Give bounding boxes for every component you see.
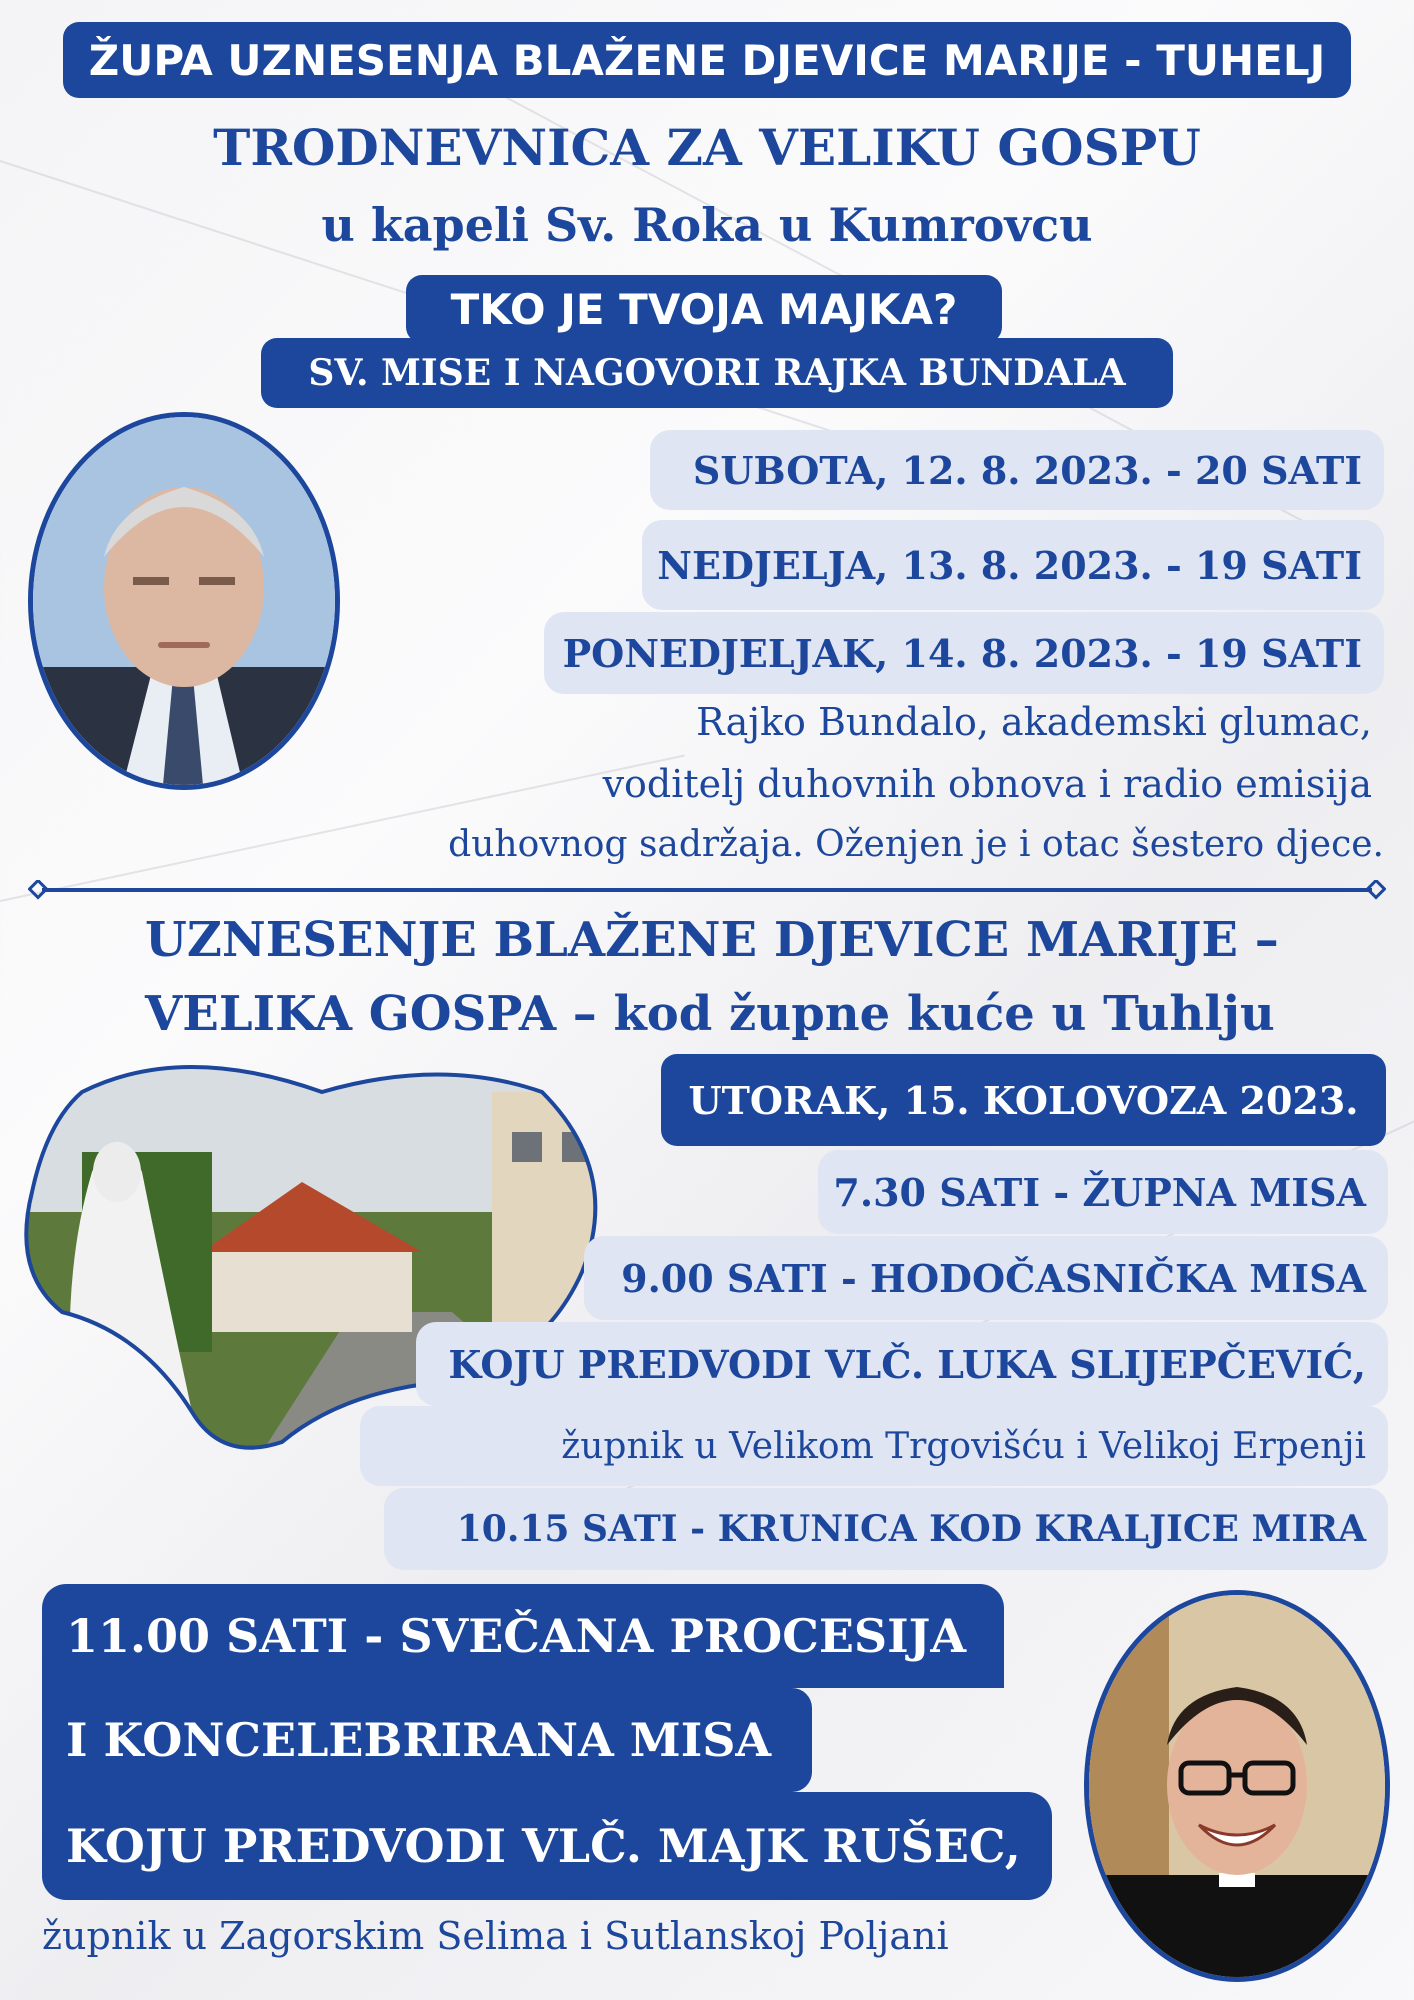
date-item: NEDJELJA, 13. 8. 2023. - 19 SATI (642, 520, 1384, 610)
schedule-item: 9.00 SATI - HODOČASNIČKA MISA (584, 1236, 1388, 1320)
date-item: SUBOTA, 12. 8. 2023. - 20 SATI (650, 430, 1384, 510)
schedule-item: 7.30 SATI - ŽUPNA MISA (818, 1150, 1388, 1234)
subtitle-badge (261, 338, 1173, 408)
speaker-bio-line: voditelj duhovnih obnova i radio emisija (602, 762, 1372, 806)
feast-title-line: UZNESENJE BLAŽENE DJEVICE MARIJE – (145, 912, 1279, 968)
theme-text: TKO JE TVOJA MAJKA? (450, 284, 958, 334)
event-location: u kapeli Sv. Roka u Kumrovcu (321, 198, 1093, 252)
schedule-item: KOJU PREDVODI VLČ. LUKA SLIJEPČEVIĆ, (416, 1322, 1388, 1406)
feast-date-text: UTORAK, 15. KOLOVOZA 2023. (688, 1077, 1359, 1123)
event-title: TRODNEVNICA ZA VELIKU GOSPU (213, 118, 1201, 177)
schedule-item: 10.15 SATI - KRUNICA KOD KRALJICE MIRA (384, 1488, 1388, 1570)
main-event-line: 11.00 SATI - SVEČANA PROCESIJA (42, 1584, 1004, 1688)
date-item: PONEDJELJAK, 14. 8. 2023. - 19 SATI (544, 612, 1384, 694)
main-event-line: I KONCELEBRIRANA MISA (42, 1688, 812, 1792)
speaker-bio-line: Rajko Bundalo, akademski glumac, (696, 700, 1372, 744)
feast-title-line: VELIKA GOSPA – kod župne kuće u Tuhlju (145, 986, 1275, 1042)
theme-badge (406, 275, 1002, 343)
subtitle-text: SV. MISE I NAGOVORI RAJKA BUNDALA (308, 352, 1126, 394)
speaker-photo (28, 412, 340, 790)
feast-date-badge (661, 1054, 1386, 1146)
schedule-item: župnik u Velikom Trgovišću i Velikoj Erpenji (360, 1406, 1388, 1486)
main-event-line: KOJU PREDVODI VLČ. MAJK RUŠEC, (42, 1792, 1052, 1900)
priest-photo (1084, 1590, 1390, 1982)
section-divider (28, 880, 1386, 900)
parish-banner (63, 22, 1351, 98)
main-event-celebrant: župnik u Zagorskim Selima i Sutlanskoj Poljani (42, 1914, 949, 1958)
parish-name: ŽUPA UZNESENJA BLAŽENE DJEVICE MARIJE - TUHELJ (88, 35, 1326, 85)
speaker-bio-line: duhovnog sadržaja. Oženjen je i otac šestero djece. (448, 824, 1384, 865)
